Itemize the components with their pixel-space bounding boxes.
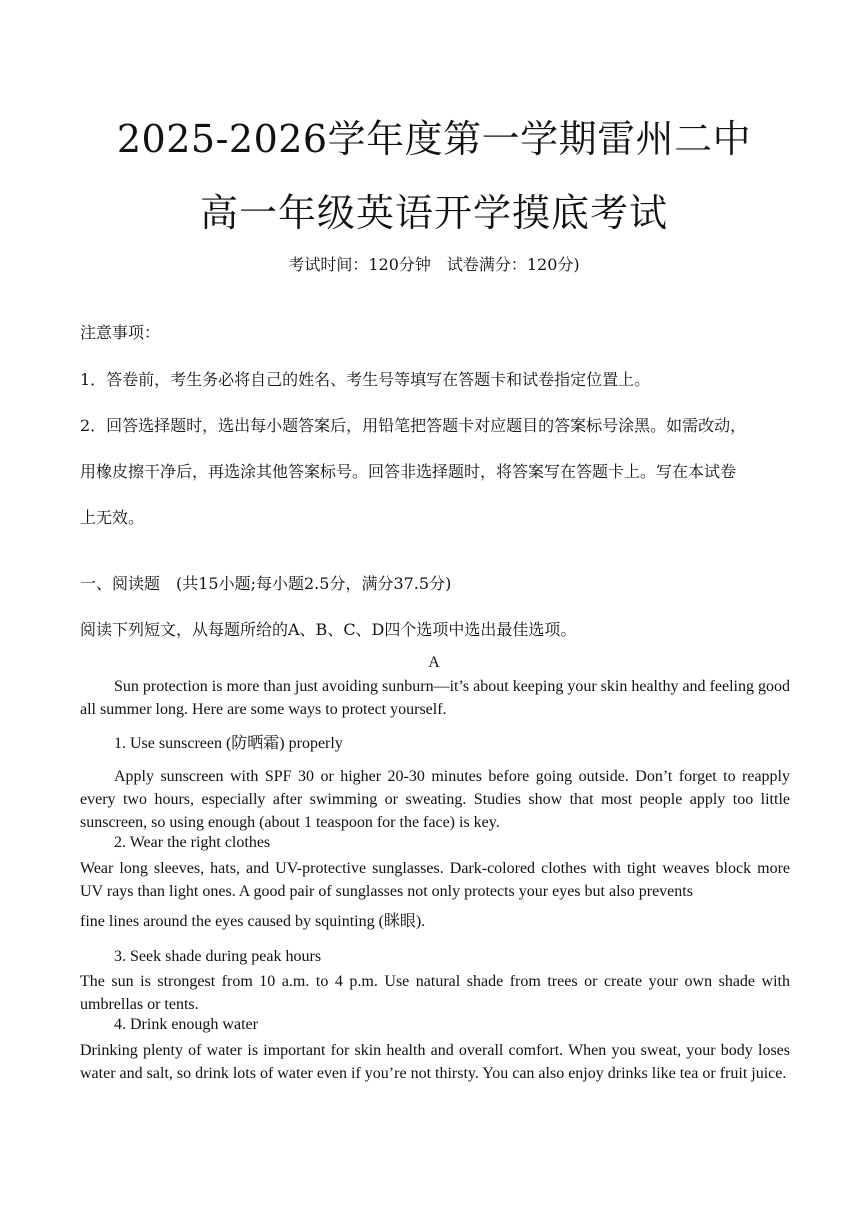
tip-1-body: Apply sunscreen with SPF 30 or higher 20-30 minutes before going outside. Don’t forget to reapply every two hours, especially after swimming or sweating. Studies show that most people apply too little sunscreen, so using enough (about 1 teaspoon for the face) is key. — [80, 768, 790, 831]
notes-item-2-line-2: 用橡皮擦干净后，再选涂其他答案标号。回答非选择题时，将答案写在答题卡上。写在本试卷 — [80, 462, 737, 481]
passage-intro: Sun protection is more than just avoiding sunburn—it’s about keeping your skin healthy and feeling good all summer long. Here are some ways to protect yourself. — [80, 678, 790, 718]
section-instruction: 阅读下列短文，从每题所给的A、B、C、D四个选项中选出最佳选项。 — [80, 620, 577, 639]
passage-label: A — [428, 654, 440, 671]
notes-item-2-line-3: 上无效。 — [80, 508, 145, 527]
notes-item-2-line-1: 2．回答选择题时，选出每小题答案后，用铅笔把答题卡对应题目的答案标号涂黑。如需改动， — [80, 416, 747, 435]
tip-4-body: Drinking plenty of water is important for skin health and overall comfort. When you sweat, your body loses water and salt, so drink lots of water even if you’re not thirsty. You can also enjoy drinks like tea or fruit juice. — [80, 1042, 790, 1082]
exam-title-line2: 高一年级英语开学摸底考试 — [199, 191, 668, 235]
tip-2-heading: 2. Wear the right clothes — [114, 834, 271, 851]
notes-heading: 注意事项： — [80, 323, 161, 342]
exam-title-line1: 2025-2026学年度第一学期雷州二中 — [116, 117, 752, 161]
tip-1-heading: 1. Use sunscreen (防晒霜) properly — [114, 735, 343, 752]
notes-item-1: 1．答卷前，考生务必将自己的姓名、考生号等填写在答题卡和试卷指定位置上。 — [80, 370, 651, 389]
section-heading: 一、阅读题 (共15小题;每小题2.5分，满分37.5分) — [80, 574, 452, 593]
tip-3-heading: 3. Seek shade during peak hours — [114, 948, 322, 965]
tip-3-body: The sun is strongest from 10 a.m. to 4 p.m. Use natural shade from trees or create your own shade with umbrellas or tents. — [80, 973, 790, 1013]
tip-2-body-part-1: Wear long sleeves, hats, and UV-protective sunglasses. Dark-colored clothes with tight weaves block more UV rays than light ones. A good pair of sunglasses not only protects your eyes but also prevents — [80, 860, 790, 900]
tip-2-body-part-2: fine lines around the eyes caused by squinting (眯眼). — [80, 913, 426, 930]
exam-info: 考试时间：120分钟 试卷满分：120分) — [288, 255, 580, 274]
tip-4-heading: 4. Drink enough water — [114, 1016, 258, 1033]
